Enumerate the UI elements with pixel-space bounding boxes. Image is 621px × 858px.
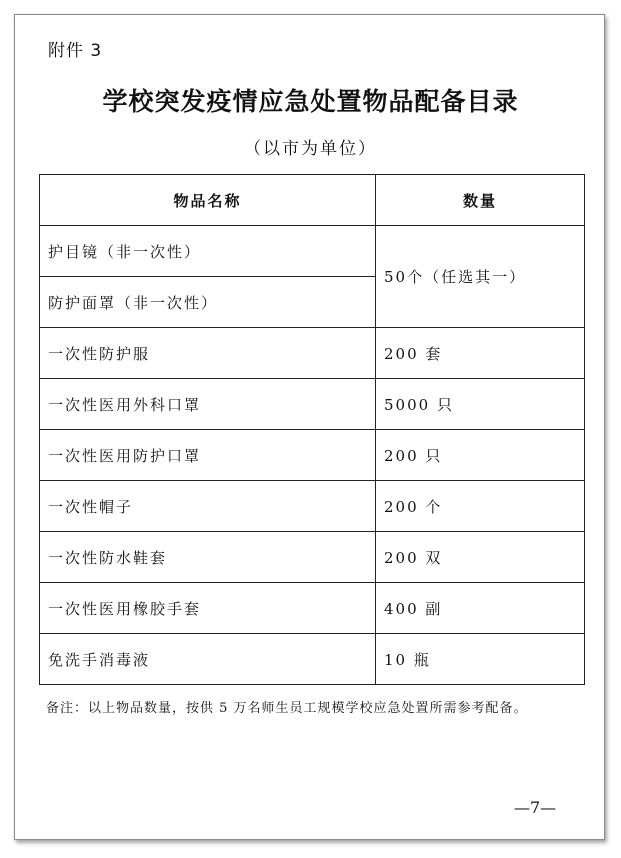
attachment-label: 附件 3	[48, 41, 103, 61]
table-row	[40, 583, 585, 634]
page-subtitle: （以市为单位）	[244, 139, 377, 159]
merged-quantity-cell: 50个（任选其一）	[376, 226, 585, 328]
quantity-cell: 5000 只	[376, 379, 585, 430]
item-name-cell: 一次性医用外科口罩	[40, 379, 376, 430]
item-name-cell: 一次性帽子	[40, 481, 376, 532]
quantity-cell: 200 双	[376, 532, 585, 583]
page-title: 学校突发疫情应急处置物品配备目录	[102, 87, 519, 116]
item-name-cell: 免洗手消毒液	[40, 634, 376, 685]
table-row	[40, 328, 585, 379]
item-name-cell: 防护面罩（非一次性）	[40, 277, 376, 328]
table-row	[40, 430, 585, 481]
table-row	[40, 226, 585, 277]
quantity-cell: 200 个	[376, 481, 585, 532]
item-name-cell: 护目镜（非一次性）	[40, 226, 376, 277]
quantity-cell: 400 副	[376, 583, 585, 634]
column-header-quantity: 数量	[376, 175, 585, 226]
item-name-cell: 一次性医用防护口罩	[40, 430, 376, 481]
table-row	[40, 532, 585, 583]
table-row	[40, 481, 585, 532]
table-row	[40, 634, 585, 685]
item-name-cell: 一次性防护服	[40, 328, 376, 379]
item-name-cell: 一次性医用橡胶手套	[40, 583, 376, 634]
quantity-cell: 200 只	[376, 430, 585, 481]
supplies-table	[39, 174, 585, 685]
table-row	[40, 379, 585, 430]
page-number: —7—	[514, 798, 557, 817]
table-header-row	[40, 175, 585, 226]
quantity-cell: 10 瓶	[376, 634, 585, 685]
footnote: 备注：以上物品数量，按供 5 万名师生员工规模学校应急处置所需参考配备。	[46, 701, 528, 716]
column-header-item-name: 物品名称	[40, 175, 376, 226]
quantity-cell: 200 套	[376, 328, 585, 379]
item-name-cell: 一次性防水鞋套	[40, 532, 376, 583]
